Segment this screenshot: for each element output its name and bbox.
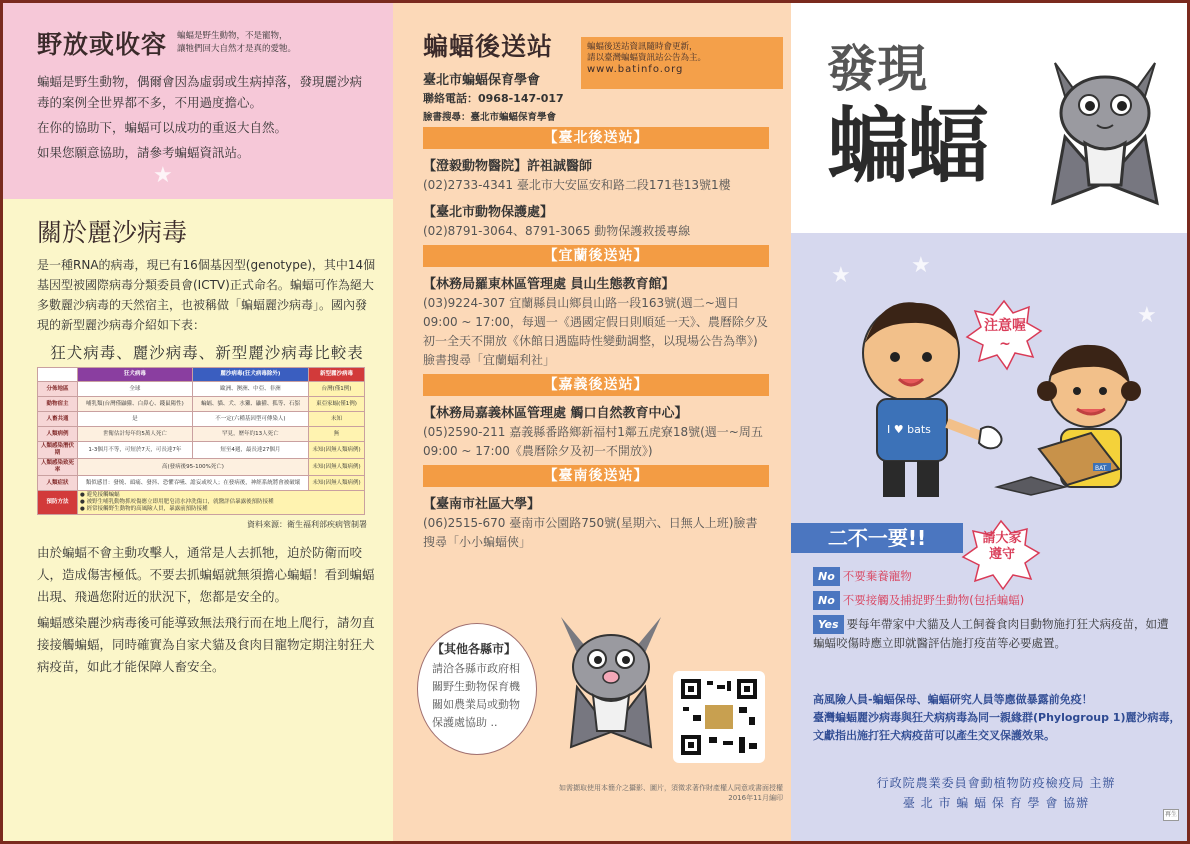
table-cell: 不一定(六種基因型可傳染人) [192,412,308,427]
table-cell: 全球 [78,382,193,397]
table-cell: 未知(因無人類病例) [308,476,364,491]
region-tainan: 【臺南後送站】 [423,465,769,487]
virus-paragraph-1: 是一種RNA的病毒，現已有16個基因型(genotype)，其中14個基因型被國際病毒分類委員會(ICTV)正式命名。蝙蝠可作為絕大多數麗沙病毒的天然宿主，也被稱做「蝙蝠麗沙病毒」。國內發現的新型麗沙病毒介紹如下表： [37,258,376,332]
bat-box-label: BAT [1095,465,1107,472]
table-header: 新型麗沙病毒 [308,368,364,382]
station-info: (02)8791-3064、8791-3065 動物保護救援專線 [423,224,691,238]
facebook-search: 臉書搜尋：臺北市蝙蝠保育學會 [423,112,557,123]
prevention-item: ● 經常接觸野生動物的高風險人員，暴露前預防接種 [80,506,208,512]
bat-mascot-icon [551,607,671,757]
table-corner [38,368,78,382]
row-label: 人類病例 [38,427,78,442]
comparison-table [37,367,365,515]
region-taipei: 【臺北後送站】 [423,127,769,149]
station-name: 【林務局嘉義林區管理處 觸口自然教育中心】 [423,406,688,421]
other-counties-title: 【其他各縣市】 [432,642,517,656]
note-line-2: 臺灣蝙蝠麗沙病毒與狂犬病病毒為同一親緣群(Phylogroup 1)麗沙病毒，文獻指出施打狂犬病疫苗可以產生交叉保護效果。 [813,711,1181,742]
cover-panel [791,3,1190,844]
table-header: 狂犬病毒 [78,368,193,382]
table-cell: 1-3個月不等，可短於7天，可長達7年 [78,442,193,459]
rule-text: 要每年帶家中犬貓及人工飼養食肉目動物施打狂犬病疫苗，如遭蝙蝠咬傷時應立即就醫評估施打疫苗等必要處置。 [813,617,1169,650]
table-cell: 高(發病後95-100%死亡) [78,459,309,476]
please-follow-text: 請大家遵守 [982,531,1022,562]
star-decoration: ★ [831,263,851,288]
rule-tag: Yes [813,615,844,634]
table-cell: 未知 [308,412,364,427]
table-cell: 哺乳類(台灣僅鼬獾、白鼻心、錢鼠陽性) [78,397,193,412]
release-note-1: 蝙蝠是野生動物，不是寵物， [177,31,288,41]
organizer-co: 臺 北 市 蝙 蝠 保 育 學 會 協辦 [902,796,1090,810]
table-cell: 類似感冒：發燒、頭痛、發抖、恐懼吞嚥、譫妄或咬人；在發病後，神經系統將會被破壞 [78,476,309,491]
rule-text: 不要接觸及捕捉野生動物(包括蝙蝠) [842,593,1025,607]
rule-tag: No [813,567,840,586]
table-cell: 短至4週，最長達27個月 [192,442,308,459]
star-decoration: ★ [1137,303,1157,328]
copyright-line: 如需擷取使用本簡介之攝影、圖片，須徵求著作財產權人同意或書面授權 [559,784,783,792]
release-paragraph-3: 如果您願意協助，請參考蝙蝠資訊站。 [37,145,250,160]
table-source: 資料來源：衛生福利部疾病管制署 [247,520,367,529]
station-name: 【臺北市動物保護處】 [423,205,554,220]
star-decoration: ★ [911,253,931,278]
organizer-host: 行政院農業委員會動植物防疫檢疫局 主辦 [876,776,1116,790]
rule-no-1 [813,567,1173,586]
notice-url[interactable]: www.batinfo.org [587,64,684,75]
virus-paragraph-2: 由於蝙蝠不會主動攻擊人，通常是人去抓牠，迫於防衛而咬人，造成傷害極低。不要去抓蝙蝠就無須擔心蝙蝠！看到蝙蝠出現、飛過您附近的狀況下，您都是安全的。 [37,545,375,604]
bat-cartoon-icon [1035,43,1175,213]
prevention-cell [78,491,365,515]
virus-section [3,199,393,844]
row-label: 人類感染潛伏期 [38,442,78,459]
region-chiayi: 【嘉義後送站】 [423,374,769,396]
row-label: 預防方法 [38,491,78,515]
prevention-item: ● 避免接觸蝙蝠 [80,492,120,498]
release-paragraph-2: 在你的協助下，蝙蝠可以成功的重返大自然。 [37,120,288,135]
station-info: (03)9224-307 宜蘭縣員山鄉員山路一段163號(週二~週日 09:00 ~ 17:00，每週一《遇國定假日則順延一天》、農曆除夕及初一全天不開放《休館日遇臨時性變動調整，以現場公告為準》)臉書搜尋「宜蘭蝠利社」 [423,296,768,367]
other-counties-bubble [417,623,537,755]
station-title: 蝙蝠後送站 [423,32,554,61]
table-cell: 無 [308,427,364,442]
station-name: 【臺南市社區大學】 [423,497,541,512]
high-risk-notes [813,691,1183,745]
notice-line-1: 蝙蝠後送站資訊隨時會更新， [587,42,698,52]
station-name: 【林務局羅東林區管理處 員山生態教育館】 [423,277,675,292]
shirt-text: I ♥ bats [887,423,931,436]
table-row [38,427,365,442]
star-decoration: ★ [153,163,173,188]
cover-title: 蝙蝠 [827,99,988,194]
rules-title: 二不一要!! [791,523,963,553]
rule-yes [813,615,1173,653]
table-cell: 歐洲、澳洲、中亞、非洲 [192,382,308,397]
contact-phone: 聯絡電話：0968-147-017 [423,92,564,105]
table-cell: 台灣(僅1例) [308,382,364,397]
table-cell: 東亞家蝠(僅1例) [308,397,364,412]
rule-text: 不要棄養寵物 [842,569,912,583]
prevention-row [38,491,365,515]
qr-code-icon[interactable] [673,671,765,763]
virus-paragraph-3: 蝙蝠感染麗沙病毒後可能導致無法飛行而在地上爬行，請勿直接接觸蝙蝠，同時確實為自家犬貓及食肉目寵物定期注射狂犬病疫苗，如此才能保障人畜安全。 [37,615,375,674]
station-info: (06)2515-670 臺南市公園路750號(星期六、日無人上班)臉書搜尋「小小蝙蝠俠」 [423,516,758,549]
region-yilan: 【宜蘭後送站】 [423,245,769,267]
attention-text: 注意喔~ [984,318,1026,352]
table-row [38,459,365,476]
copyright-note [403,783,783,803]
cover-discover: 發現 [827,40,927,98]
table-title: 狂犬病毒、麗沙病毒、新型麗沙病毒比較表 [50,344,364,362]
station-info: (02)2733-4341 臺北市大安區安和路二段171巷13號1樓 [423,178,731,192]
rule-no-2 [813,591,1173,610]
row-label: 動物宿主 [38,397,78,412]
notice-line-2: 請以臺灣蝙蝠資訊站公告為主。 [587,53,707,63]
table-header: 麗沙病毒(狂犬病毒除外) [192,368,308,382]
row-label: 分佈地區 [38,382,78,397]
prevention-item: ● 被野生哺乳動物抓咬傷應立即用肥皂清水沖洗傷口，就醫評估暴露後預防接種 [80,499,274,505]
table-cell: 蝙蝠、貓、犬、水獺、鼬獾、狐等、石貂 [192,397,308,412]
table-row [38,412,365,427]
station-name: 【澄毅動物醫院】許祖誠醫師 [423,159,593,174]
association-name: 臺北市蝙蝠保育學會 [423,73,541,88]
update-notice [581,37,783,89]
row-label: 人類感染致死率 [38,459,78,476]
table-cell: 未知(因無人類病例) [308,459,364,476]
table-row [38,476,365,491]
recycle-label: 再生 [1163,809,1179,821]
table-row [38,397,365,412]
release-paragraph-1: 蝙蝠是野生動物，偶爾會因為虛弱或生病掉落，發現麗沙病毒的案例全世界都不多，不用過度擔心。 [37,74,363,110]
table-cell: 未知(因無人類病例) [308,442,364,459]
left-panel [3,3,393,844]
virus-title: 關於麗沙病毒 [37,218,188,247]
table-cell: 罕見，歷年約13人死亡 [192,427,308,442]
attention-bubble-icon [965,299,1043,373]
row-label: 人畜共通 [38,412,78,427]
table-row [38,442,365,459]
release-title: 野放或收容 [37,30,168,59]
note-line-1: 高風險人員-蝙蝠保母、蝙蝠研究人員等應做暴露前免疫！ [813,693,1093,706]
print-date: 2016年11月編印 [728,794,783,802]
release-note-2: 讓牠們回大自然才是真的愛牠。 [177,44,297,54]
other-counties-body: 請洽各縣市政府相關野生動物保育機關如農業局或動物保護處協助 .. [432,662,520,729]
rule-tag: No [813,591,840,610]
table-row [38,382,365,397]
organizers [831,773,1161,813]
release-section [3,3,393,199]
row-label: 人類症狀 [38,476,78,491]
table-cell: 世衛估計每年約5萬人死亡 [78,427,193,442]
table-cell: 是 [78,412,193,427]
station-info: (05)2590-211 嘉義縣番路鄉新福村1鄰五虎寮18號(週一~周五 09:00 ~ 17:00《農曆除夕及初一不開放》) [423,425,763,458]
